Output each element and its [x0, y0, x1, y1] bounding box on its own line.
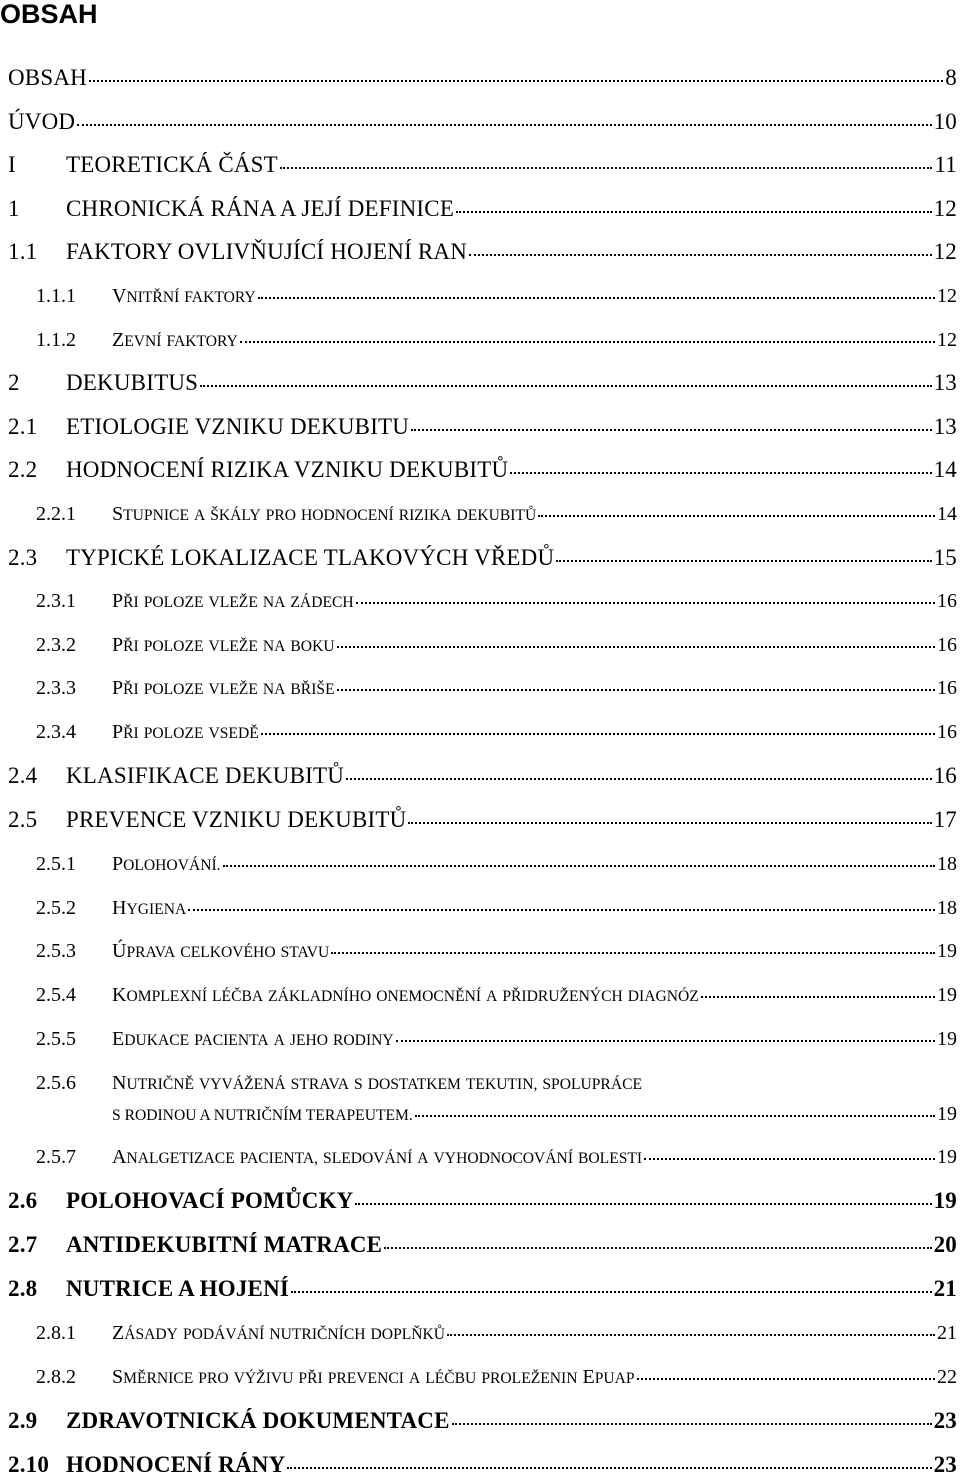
- toc-dot-leader: [396, 1039, 935, 1042]
- toc-entry-page: 18: [937, 897, 957, 919]
- toc-entry-title: PREVENCE VZNIKU DEKUBITŮ: [66, 807, 407, 832]
- toc-dot-leader: [331, 951, 935, 954]
- toc-entry[interactable]: [0, 940, 957, 963]
- toc-entry-page: 23: [933, 1408, 957, 1433]
- toc-entry[interactable]: [0, 239, 957, 265]
- toc-entry[interactable]: [0, 1072, 957, 1126]
- toc-entry[interactable]: [0, 503, 957, 526]
- toc-entry-title: POLOHOVÁNÍ.: [112, 853, 221, 875]
- toc-entry-number: 2.5.5: [36, 1028, 76, 1050]
- toc-dot-leader: [355, 1202, 931, 1205]
- toc-dot-leader: [644, 1157, 935, 1160]
- toc-entry-title: FAKTORY OVLIVŇUJÍCÍ HOJENÍ RAN: [66, 239, 468, 264]
- toc-entry-number: 2.8.2: [36, 1366, 76, 1388]
- toc-entry-title: TYPICKÉ LOKALIZACE TLAKOVÝCH VŘEDŮ: [66, 545, 555, 570]
- toc-entry[interactable]: [0, 285, 957, 308]
- toc-entry-page: 14: [933, 457, 957, 482]
- toc-entry-page: 19: [937, 940, 957, 962]
- toc-entry-page: 19: [933, 1188, 957, 1213]
- toc-entry[interactable]: [0, 634, 957, 657]
- toc-entry-number: 2.7: [8, 1232, 38, 1257]
- toc-entry-page: 16: [933, 763, 957, 788]
- toc-entry-page: 20: [933, 1232, 957, 1257]
- toc-entry-title: STUPNICE A ŠKÁLY PRO HODNOCENÍ RIZIKA DEKUBITŮ: [112, 503, 537, 525]
- toc-entry[interactable]: [0, 1452, 957, 1478]
- toc-dot-leader: [258, 296, 935, 299]
- toc-entry-number: 2.5.7: [36, 1146, 76, 1168]
- toc-entry-number: 2.1: [8, 414, 38, 439]
- toc-entry[interactable]: [0, 196, 957, 222]
- toc-entry-title: POLOHOVACÍ POMŮCKY: [66, 1188, 354, 1213]
- toc-entry-title: HODNOCENÍ RIZIKA VZNIKU DEKUBITŮ: [66, 457, 509, 482]
- toc-entry-title: HYGIENA: [112, 897, 187, 919]
- toc-entry-page: 19: [937, 1028, 957, 1050]
- toc-entry-page: 15: [933, 545, 957, 570]
- toc-entry-page: 8: [945, 65, 957, 90]
- toc-dot-leader: [510, 471, 931, 474]
- toc-entry-page: 23: [933, 1452, 957, 1477]
- toc-entry-number: 1.1: [8, 239, 38, 264]
- toc-entry-page: 16: [937, 721, 957, 743]
- toc-entry-title: CHRONICKÁ RÁNA A JEJÍ DEFINICE: [66, 196, 455, 221]
- document-heading: OBSAH: [0, 0, 98, 29]
- toc-entry[interactable]: [0, 1146, 957, 1169]
- toc-dot-leader: [188, 908, 935, 911]
- toc-dot-leader: [240, 340, 935, 343]
- toc-entry-number: 1: [8, 196, 20, 221]
- toc-entry-title: ZDRAVOTNICKÁ DOKUMENTACE: [66, 1408, 450, 1433]
- toc-entry[interactable]: [0, 1276, 957, 1302]
- toc-entry[interactable]: [0, 65, 957, 91]
- toc-entry-page: 10: [933, 109, 957, 134]
- toc-entry-number: 2.5.4: [36, 984, 76, 1006]
- toc-entry[interactable]: [0, 414, 957, 440]
- toc-entry-number: 2.2.1: [36, 503, 76, 525]
- toc-entry-title: ANTIDEKUBITNÍ MATRACE: [66, 1232, 383, 1257]
- toc-dot-leader: [200, 384, 931, 387]
- toc-entry-page: 12: [933, 196, 957, 221]
- toc-entry[interactable]: [0, 1188, 957, 1214]
- toc-entry[interactable]: [0, 545, 957, 571]
- toc-entry-page: 18: [937, 853, 957, 875]
- toc-entry-number: 2.5.2: [36, 897, 76, 919]
- toc-dot-leader: [77, 123, 931, 126]
- toc-entry-title: KOMPLEXNÍ LÉČBA ZÁKLADNÍHO ONEMOCNĚNÍ A PŘIDRUŽENÝCH DIAGNÓZ: [112, 984, 699, 1006]
- toc-dot-leader: [223, 864, 935, 867]
- toc-entry-page: 21: [933, 1276, 957, 1301]
- toc-dot-leader: [287, 1466, 931, 1469]
- toc-entry-page: 19: [937, 1103, 957, 1125]
- toc-entry[interactable]: [0, 1322, 957, 1345]
- toc-entry-page: 19: [937, 984, 957, 1006]
- toc-entry-title: ETIOLOGIE VZNIKU DEKUBITU: [66, 414, 410, 439]
- toc-entry-number: 2.5: [8, 807, 38, 832]
- toc-entry-title: ÚVOD: [8, 109, 76, 134]
- toc-dot-leader: [356, 601, 935, 604]
- toc-dot-leader: [337, 688, 935, 691]
- toc-entry-number: 2.8.1: [36, 1322, 76, 1344]
- toc-dot-leader: [415, 1114, 935, 1117]
- toc-entry-title: ÚPRAVA CELKOVÉHO STAVU: [112, 940, 330, 962]
- toc-entry-number: 2.9: [8, 1408, 38, 1433]
- toc-entry-number: I: [8, 152, 16, 177]
- toc-entry-page: 16: [937, 590, 957, 612]
- toc-entry-title: SMĚRNICE PRO VÝŽIVU PŘI PREVENCI A LÉČBU PROLEŽENIN EPUAP: [112, 1366, 635, 1388]
- toc-dot-leader: [411, 428, 931, 431]
- toc-entry-page: 17: [933, 807, 957, 832]
- toc-entry-title: DEKUBITUS: [66, 370, 199, 395]
- toc-entry[interactable]: [0, 329, 957, 352]
- toc-dot-leader: [456, 210, 932, 213]
- toc-entry-page: 12: [937, 329, 957, 351]
- toc-entry[interactable]: [0, 1028, 957, 1051]
- toc-entry-number: 2.3.4: [36, 721, 76, 743]
- toc-entry-title: ZEVNÍ FAKTORY: [112, 329, 238, 351]
- toc-entry-number: 2.3.3: [36, 677, 76, 699]
- toc-entry-number: 1.1.2: [36, 329, 76, 351]
- toc-entry-number: 2.4: [8, 763, 38, 788]
- toc-entry-title: KLASIFIKACE DEKUBITŮ: [66, 763, 345, 788]
- toc-entry[interactable]: [0, 1366, 957, 1389]
- toc-dot-leader: [469, 253, 932, 256]
- toc-entry[interactable]: [0, 590, 957, 613]
- toc-entry-title: ZÁSADY PODÁVÁNÍ NUTRIČNÍCH DOPLŇKŮ: [112, 1322, 446, 1344]
- toc-dot-leader: [447, 1333, 935, 1336]
- toc-entry-title: OBSAH: [8, 65, 87, 90]
- toc-entry-page: 12: [933, 239, 957, 264]
- toc-entry-title: VNITŘNÍ FAKTORY: [112, 285, 256, 307]
- toc-entry-number: 2.3.2: [36, 634, 76, 656]
- toc-dot-leader: [452, 1422, 932, 1425]
- toc-entry-number: 2.5.1: [36, 853, 76, 875]
- toc-entry-title: HODNOCENÍ RÁNY: [66, 1452, 286, 1477]
- toc-entry-number: 2.2: [8, 457, 38, 482]
- toc-dot-leader: [89, 79, 943, 82]
- toc-entry[interactable]: [0, 677, 957, 700]
- toc-entry-page: 13: [933, 414, 957, 439]
- toc-entry-number: 2.3.1: [36, 590, 76, 612]
- toc-entry-page: 11: [934, 152, 957, 177]
- toc-entry-title: ANALGETIZACE PACIENTA, SLEDOVÁNÍ A VYHODNOCOVÁNÍ BOLESTI: [112, 1146, 643, 1168]
- toc-dot-leader: [556, 559, 931, 562]
- toc-entry-title: EDUKACE PACIENTA A JEHO RODINY: [112, 1028, 394, 1050]
- toc-entry-title: TEORETICKÁ ČÁST: [66, 152, 278, 177]
- toc-entry-page: 14: [937, 503, 957, 525]
- toc-entry-number: 2.8: [8, 1276, 38, 1301]
- toc-entry-title: PŘI POLOZE VLEŽE NA BŘIŠE: [112, 677, 335, 699]
- toc-entry-number: 2.10: [8, 1452, 50, 1477]
- toc-dot-leader: [261, 732, 935, 735]
- toc-entry-title: PŘI POLOZE VSEDĚ: [112, 721, 259, 743]
- toc-dot-leader: [701, 995, 935, 998]
- toc-entry[interactable]: [0, 807, 957, 833]
- toc-dot-leader: [346, 777, 932, 780]
- toc-entry-number: 2.5.6: [36, 1072, 76, 1094]
- toc-entry-title: PŘI POLOZE VLEŽE NA ZÁDECH: [112, 590, 354, 612]
- toc-entry-title: PŘI POLOZE VLEŽE NA BOKU: [112, 634, 335, 656]
- toc-dot-leader: [384, 1246, 931, 1249]
- toc-entry-number: 2.5.3: [36, 940, 76, 962]
- toc-dot-leader: [291, 1290, 932, 1293]
- toc-entry-number: 2: [8, 370, 20, 395]
- toc-entry[interactable]: [0, 457, 957, 483]
- toc-entry[interactable]: [0, 853, 957, 876]
- toc-entry-page: 21: [937, 1322, 957, 1344]
- toc-dot-leader: [538, 514, 935, 517]
- toc-entry-title-continuation: S RODINOU A NUTRIČNÍM TERAPEUTEM.: [112, 1107, 413, 1124]
- toc-entry-title: NUTRICE A HOJENÍ: [66, 1276, 290, 1301]
- toc-entry-page: 19: [937, 1146, 957, 1168]
- toc-dot-leader: [337, 645, 935, 648]
- toc-entry-number: 2.6: [8, 1188, 38, 1213]
- toc-dot-leader: [280, 166, 933, 169]
- toc-entry-page: 12: [937, 285, 957, 307]
- toc-entry-page: 16: [937, 634, 957, 656]
- toc-entry-page: 13: [933, 370, 957, 395]
- toc-entry[interactable]: [0, 763, 957, 789]
- toc-dot-leader: [408, 821, 931, 824]
- toc-entry-page: 16: [937, 677, 957, 699]
- toc-entry[interactable]: [0, 984, 957, 1007]
- toc-entry-page: 22: [937, 1366, 957, 1388]
- toc-entry[interactable]: [0, 1232, 957, 1258]
- toc-entry-number: 1.1.1: [36, 285, 76, 307]
- toc-entry[interactable]: [0, 1408, 957, 1434]
- toc-entry-number: 2.3: [8, 545, 38, 570]
- toc-dot-leader: [637, 1377, 935, 1380]
- toc-entry[interactable]: [0, 897, 957, 920]
- toc-entry[interactable]: [0, 109, 957, 135]
- toc-entry[interactable]: [0, 721, 957, 744]
- toc-entry-title: NUTRIČNĚ VYVÁŽENÁ STRAVA S DOSTATKEM TEKUTIN, SPOLUPRÁCE: [112, 1072, 643, 1094]
- toc-entry[interactable]: [0, 370, 957, 396]
- toc-entry[interactable]: [0, 152, 957, 178]
